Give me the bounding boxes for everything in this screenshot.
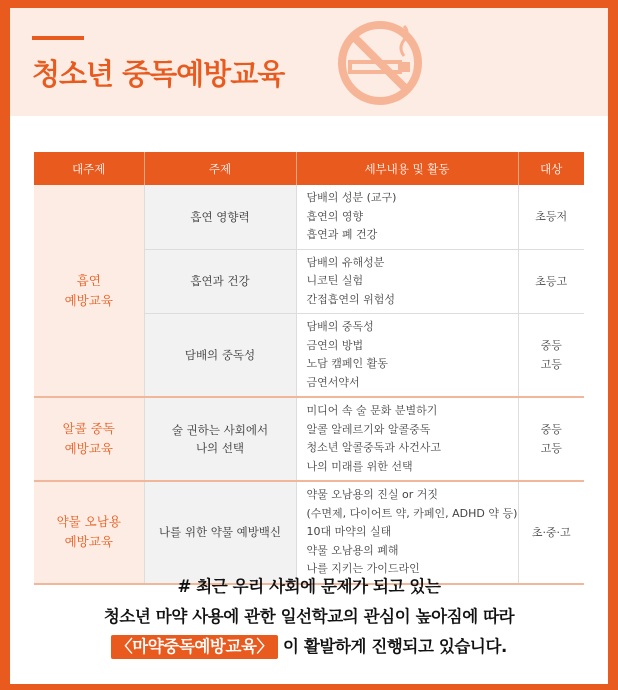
topic-label: 나를 위한 약물 예방백신 — [158, 525, 282, 540]
detail-item: 나를 지키는 가이드라인 — [306, 562, 420, 575]
detail-item: (수면제, 다이어트 약, 카페인, ADHD 약 등) — [306, 506, 518, 520]
target-label: 초등저 — [535, 210, 568, 224]
target-cell — [518, 185, 584, 249]
footer-line-1: # 최근 우리 사회에 문제가 되고 있는 — [177, 577, 441, 596]
detail-item: 약물 오남용의 폐해 — [306, 543, 399, 557]
topic-label: 흡연과 건강 — [190, 274, 250, 289]
target-cell — [518, 314, 584, 398]
detail-item: 알콜 알레르기와 알콜중독 — [306, 422, 431, 436]
target-label: 중등 — [540, 423, 562, 436]
category-cell — [34, 185, 144, 397]
topic-cell — [144, 185, 296, 249]
detail-item: 흡연의 영향 — [306, 209, 364, 223]
detail-item: 청소년 알콜중독과 사건사고 — [306, 441, 442, 454]
topic-label: 술 권하는 사회에서 — [171, 423, 269, 437]
column-header: 세부내용 및 활동 — [296, 152, 518, 185]
detail-item: 노담 캠페인 활동 — [306, 357, 388, 370]
detail-item: 담배의 중독성 — [306, 320, 374, 333]
footer-message — [10, 572, 608, 662]
details-cell — [296, 249, 518, 314]
detail-item: 10대 마약의 실태 — [306, 525, 392, 538]
curriculum-table — [34, 152, 584, 585]
detail-item: 흡연과 폐 건강 — [306, 228, 378, 241]
poster-card — [10, 8, 608, 684]
category-label: 예방교육 — [64, 292, 113, 308]
details-cell — [296, 185, 518, 249]
topic-cell — [144, 249, 296, 314]
target-cell — [518, 481, 584, 584]
topic-cell — [144, 481, 296, 584]
detail-item: 니코틴 실험 — [306, 274, 364, 287]
topic-label: 흡연 영향력 — [190, 209, 250, 224]
target-cell — [518, 249, 584, 314]
topic-cell — [144, 397, 296, 481]
highlight-badge: 〈마약중독예방교육〉 — [111, 635, 278, 659]
target-label: 중등 — [540, 339, 562, 352]
table-row — [34, 397, 584, 481]
detail-item: 금연의 방법 — [306, 338, 364, 352]
detail-item: 미디어 속 술 문화 분별하기 — [306, 404, 438, 417]
detail-item: 금연서약서 — [306, 375, 360, 389]
category-cell — [34, 397, 144, 481]
target-label: 고등 — [540, 442, 562, 455]
detail-item: 담배의 유해성분 — [306, 255, 385, 269]
title-accent-bar — [32, 36, 84, 40]
details-cell — [296, 397, 518, 481]
table-row — [34, 481, 584, 584]
target-label: 고등 — [540, 358, 562, 371]
no-smoking-icon — [330, 18, 430, 108]
category-label: 예방교육 — [64, 441, 113, 456]
detail-item: 간접흡연의 위험성 — [306, 292, 396, 306]
table-row — [34, 185, 584, 249]
column-header: 대상 — [518, 152, 584, 185]
target-label: 초·중·고 — [531, 525, 571, 539]
column-header: 대주제 — [34, 152, 144, 185]
footer-line-3 — [10, 632, 608, 662]
column-header: 주제 — [144, 152, 296, 185]
header-banner — [10, 8, 608, 116]
category-cell — [34, 481, 144, 584]
detail-item: 담배의 성분 (교구) — [306, 191, 397, 204]
topic-label: 담배의 중독성 — [184, 348, 256, 362]
target-cell — [518, 397, 584, 481]
category-label: 약물 오남용 — [56, 514, 121, 530]
details-cell — [296, 481, 518, 584]
table-header-row — [34, 152, 584, 185]
detail-item: 나의 미래를 위한 선택 — [306, 459, 413, 473]
category-label: 예방교육 — [64, 534, 113, 550]
category-label: 흡연 — [76, 272, 101, 288]
detail-item: 약물 오남용의 진실 or 거짓 — [306, 488, 438, 501]
footer-line-3-text: 이 활발하게 진행되고 있습니다. — [277, 637, 507, 656]
details-cell — [296, 314, 518, 398]
category-label: 알콜 중독 — [62, 421, 115, 436]
footer-line-2: 청소년 마약 사용에 관한 일선학교의 관심이 높아짐에 따라 — [103, 607, 515, 626]
topic-label: 나의 선택 — [195, 441, 245, 455]
target-label: 초등고 — [535, 274, 568, 288]
page-title: 청소년 중독예방교육 — [32, 57, 285, 91]
topic-cell — [144, 314, 296, 398]
